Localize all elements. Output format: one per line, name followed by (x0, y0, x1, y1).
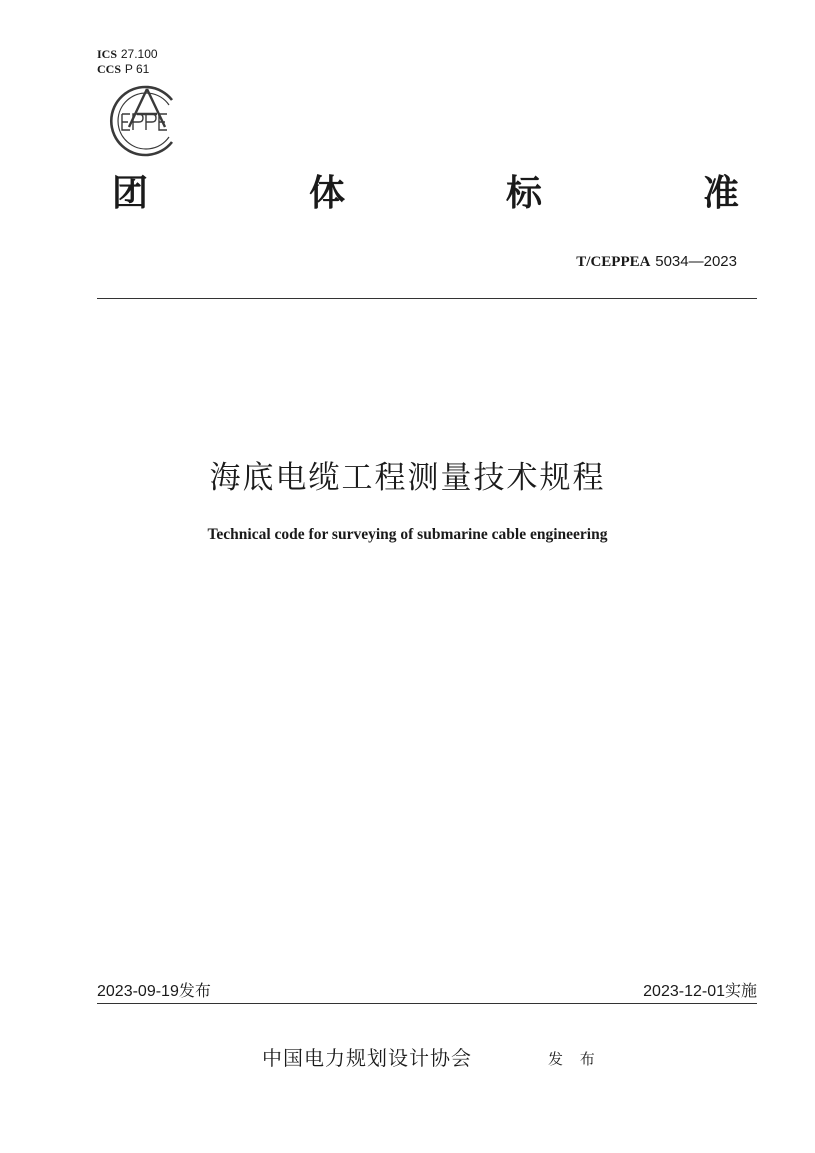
title-english: Technical code for surveying of submarine cable engineering (207, 526, 608, 543)
classification-codes (97, 47, 158, 77)
publisher-name: 中国电力规划设计协会 (262, 1046, 472, 1070)
ccs-label: CCS (97, 62, 122, 76)
ics-value: 27.100 (120, 47, 158, 61)
issue-date-line (97, 978, 211, 1001)
header-char-4: 准 (703, 173, 740, 214)
header-char-2: 体 (309, 173, 346, 214)
header-char-3: 标 (506, 173, 543, 214)
standard-prefix: T/CEPPEA (576, 254, 651, 270)
implement-date: 2023-12-01 (643, 983, 725, 1000)
top-divider (97, 298, 757, 299)
ceppea-logo-icon (106, 80, 188, 162)
ics-code (97, 47, 158, 62)
title-chinese: 海底电缆工程测量技术规程 (209, 460, 606, 496)
ccs-code (97, 62, 158, 77)
ics-label: ICS (97, 47, 118, 61)
ccs-value: P 61 (124, 62, 150, 76)
bottom-divider (97, 1003, 757, 1004)
publish-label: 发 布 (548, 1050, 601, 1068)
standard-number (576, 252, 737, 271)
header-char-1: 团 (112, 173, 149, 214)
implement-label: 实施 (724, 981, 757, 1000)
implement-date-line (643, 978, 757, 1001)
issue-label: 发布 (178, 981, 211, 1000)
issue-date: 2023-09-19 (97, 983, 179, 1000)
standard-code: 5034—2023 (655, 253, 737, 270)
